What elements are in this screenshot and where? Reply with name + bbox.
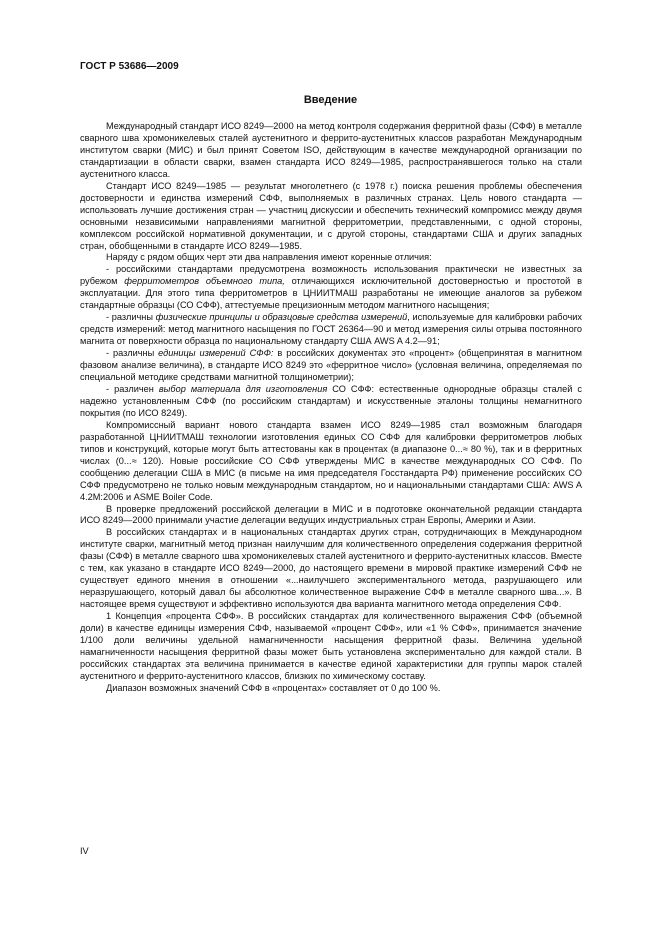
italic-term: единицы измерений СФФ: [158,348,274,359]
text-run: Диапазон возможных значений СФФ в «процентах» составляет от 0 до 100 %. [106,682,441,693]
text-run: - различны [106,312,156,323]
text-run: 1 Концепция «процента СФФ». В российских стандартах для количественного выражения СФФ (объемной доли) в качестве единицы измерения СФФ, называемой «процент СФФ», или «1 % СФФ», принимается значение 1/100 доли величины удельной намагниченности насыщения ферритной фазы. Величина удельной намагниченности насыщения ферритной фазы может быть установлена экспериментально для каждой стали. В российских стандартах эта величина принимается в качестве единой характеристики для группы марок сталей аустенитного и феррито-аустенитного классов, близких по химическому составу. [80,611,582,681]
paragraph [80,264,582,312]
text-run: Наряду с рядом общих черт эти два направления имеют коренные отличия: [106,252,432,263]
paragraph [80,181,582,253]
italic-term: ферритометров объемного типа, [124,276,285,287]
text-run: Международный стандарт ИСО 8249—2000 на метод контроля содержания ферритной фазы (СФФ) в металле сварного шва хромоникелевых сталей аустенитного и феррито-аустенитных классов разработан Международным институтом сварки (МИС) и был принят Советом ISO, действующим в качестве международной организации по стандартизации в области сварки, взамен стандарта ИСО 8249—1985, распространявшегося только на стали аустенитного класса. [80,121,582,179]
paragraph [80,683,582,695]
paragraph [80,611,582,683]
body-text [80,121,582,695]
paragraph [80,527,582,611]
text-run: - различны [106,348,159,359]
text-run: Компромиссный вариант нового стандарта взамен ИСО 8249—1985 стал возможным благодаря разработанной ЦНИИТМАШ технологии изготовления единых СО СФФ для калибровки ферритометров любых типов и конструкций, которые могут быть аттестованы как в процентах (в диапазоне 0...≈ 80 %), так и в ферритных числах (0...≈ 120). Новые российские СО СФФ утверждены МИС в качестве международных СО СФФ. По сообщению делегации США в МИС (в письме на имя председателя Госстандарта РФ) применение российских СО СФФ предусмотрено не только новым международным стандартом, но и национальными стандартами США: AWS A 4.2M:2006 и ASME Boiler Code. [80,419,582,502]
paragraph [80,504,582,528]
text-run: Стандарт ИСО 8249—1985 — результат многолетнего (с 1978 г.) поиска решения проблемы обеспечения достоверности и единства измерений СФФ, выполняемых в различных странах. Цель нового стандарта — использовать лучшие достижения стран — участниц дискуссии и обеспечить технический компромисс между двумя основными независимыми направлениями магнитной ферритометрии, представленными, с одной стороны, комплексом российской нормативной документации, и с другой стороны, стандартами США и других западных стран, обобщенными в стандарте ИСО 8249—1985. [80,180,582,251]
text-run: - различен [106,383,159,394]
page-number: IV [80,846,89,856]
paragraph [80,420,582,504]
section-title: Введение [303,94,358,106]
paragraph [80,312,582,348]
standard-header: ГОСТ Р 53686—2009 [80,61,179,72]
text-run: в российских документах это «процент» (общепринятая в магнитном фазовом анализе величина), в стандарте ИСО 8249 это «ферритное число» (условная величина, определяемая по специальной методике средствами магнитной толщинометрии); [80,348,582,383]
text-run: , используемые для калибровки рабочих средств измерений: метод магнитного насыщения по ГОСТ 26364—90 и метод измерения силы отрыва постоянного магнита от поверхности образца по национальному стандарту США AWS A 4.2—91; [80,312,582,347]
text-run: В российских стандартах и в национальных стандартах других стран, сотрудничающих в Международном институте сварки, магнитный метод признан наилучшим для количественного определения содержания ферритной фазы (СФФ) в металле сварного шва хромоникелевых сталей аустенитного и феррито-аустенитных классов. Вместе с тем, как указано в стандарте ИСО 8249—2000, до настоящего времени в мировой практике измерений СФФ не существует единого мнения в отношении «...наилучшего экспериментального метода, разрушающего или неразрушающего, который давал бы абсолютное количественное выражение СФФ в металле сварного шва...». В настоящее время существуют и эффективно используются два варианта магнитного метода определения СФФ. [80,527,582,610]
text-run: СО СФФ: естественные однородные образцы сталей с надежно установленным СФФ (по российским стандартам) и искусственные эталоны толщины немагнитного покрытия (по ИСО 8249). [80,383,582,418]
text-run: В проверке предложений российской делегации в МИС и в подготовке окончательной редакции стандарта ИСО 8249—2000 принимали участие делегации ведущих индустриальных стран Европы, Америки и Азии. [80,503,582,526]
text-run: отличающихся исключительной достоверностью и простотой в эксплуатации. Для этого типа ферритометров в ЦНИИТМАШ разработаны не имеющие аналогов за рубежом стандартные образцы (СО СФФ), аттестуемые прецизионным методом магнитного насыщения; [80,276,582,311]
italic-term: физические принципы и образцовые средства измерений [155,312,408,323]
paragraph [80,121,582,181]
text-run: - российскими стандартами предусмотрена возможность использования практически не известных за рубежом [80,264,582,287]
paragraph [80,348,582,384]
paragraph [80,384,582,420]
paragraph [80,252,582,264]
italic-term: выбор материала для изготовления [158,383,328,394]
